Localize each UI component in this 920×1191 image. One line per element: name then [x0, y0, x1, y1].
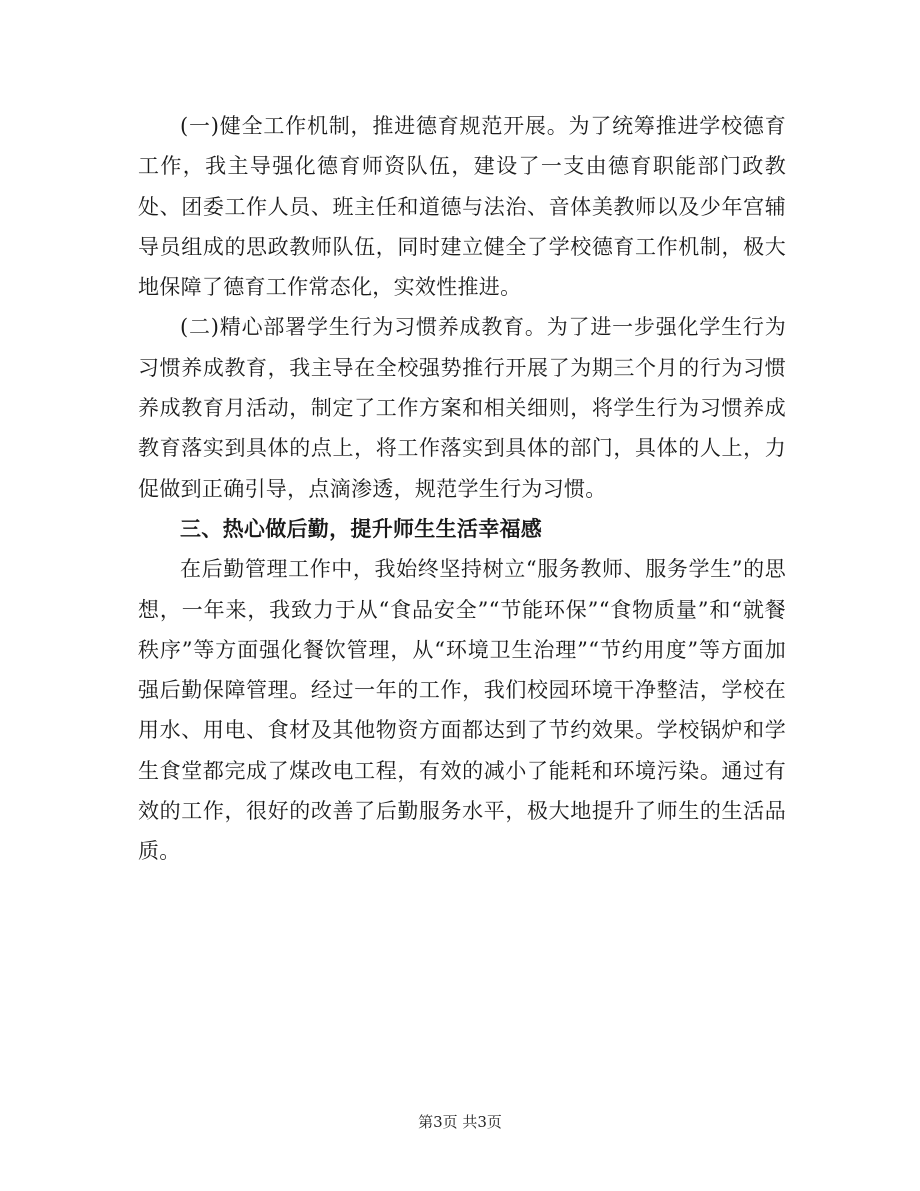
section-heading-logistics: 三、热心做后勤，提升师生生活幸福感 [180, 516, 543, 541]
paragraph-behavior-habits: (二)精心部署学生行为习惯养成教育。为了进一步强化学生行为习惯养成教育，我主导在全校强势推行开展了为期三个月的行为习惯养成教育月活动，制定了工作方案和相关细则，将学生行为习惯养成教育落实到具体的点上，将工作落实到具体的部门，具体的人上，力促做到正确引导，点滴渗透，规范学生行为习惯。 [138, 315, 786, 501]
document-body [138, 106, 786, 872]
page-number-footer: 第3页 共3页 [418, 1113, 502, 1131]
paragraph-logistics: 在后勤管理工作中，我始终坚持树立“服务教师、服务学生”的思想，一年来，我致力于从“食品安全”“节能环保”“食物质量”和“就餐秩序”等方面强化餐饮管理，从“环境卫生治理”“节约用度”等方面加强后勤保障管理。经过一年的工作，我们校园环境干净整洁，学校在用水、用电、食材及其他物资方面都达到了节约效果。学校锅炉和学生食堂都完成了煤改电工程，有效的减小了能耗和环境污染。通过有效的工作，很好的改善了后勤服务水平，极大地提升了师生的生活品质。 [138, 557, 786, 864]
paragraph-mechanism: (一)健全工作机制，推进德育规范开展。为了统筹推进学校德育工作，我主导强化德育师资队伍，建设了一支由德育职能部门政教处、团委工作人员、班主任和道德与法治、音体美教师以及少年宫辅导员组成的思政教师队伍，同时建立健全了学校德育工作机制，极大地保障了德育工作常态化，实效性推进。 [138, 114, 786, 300]
